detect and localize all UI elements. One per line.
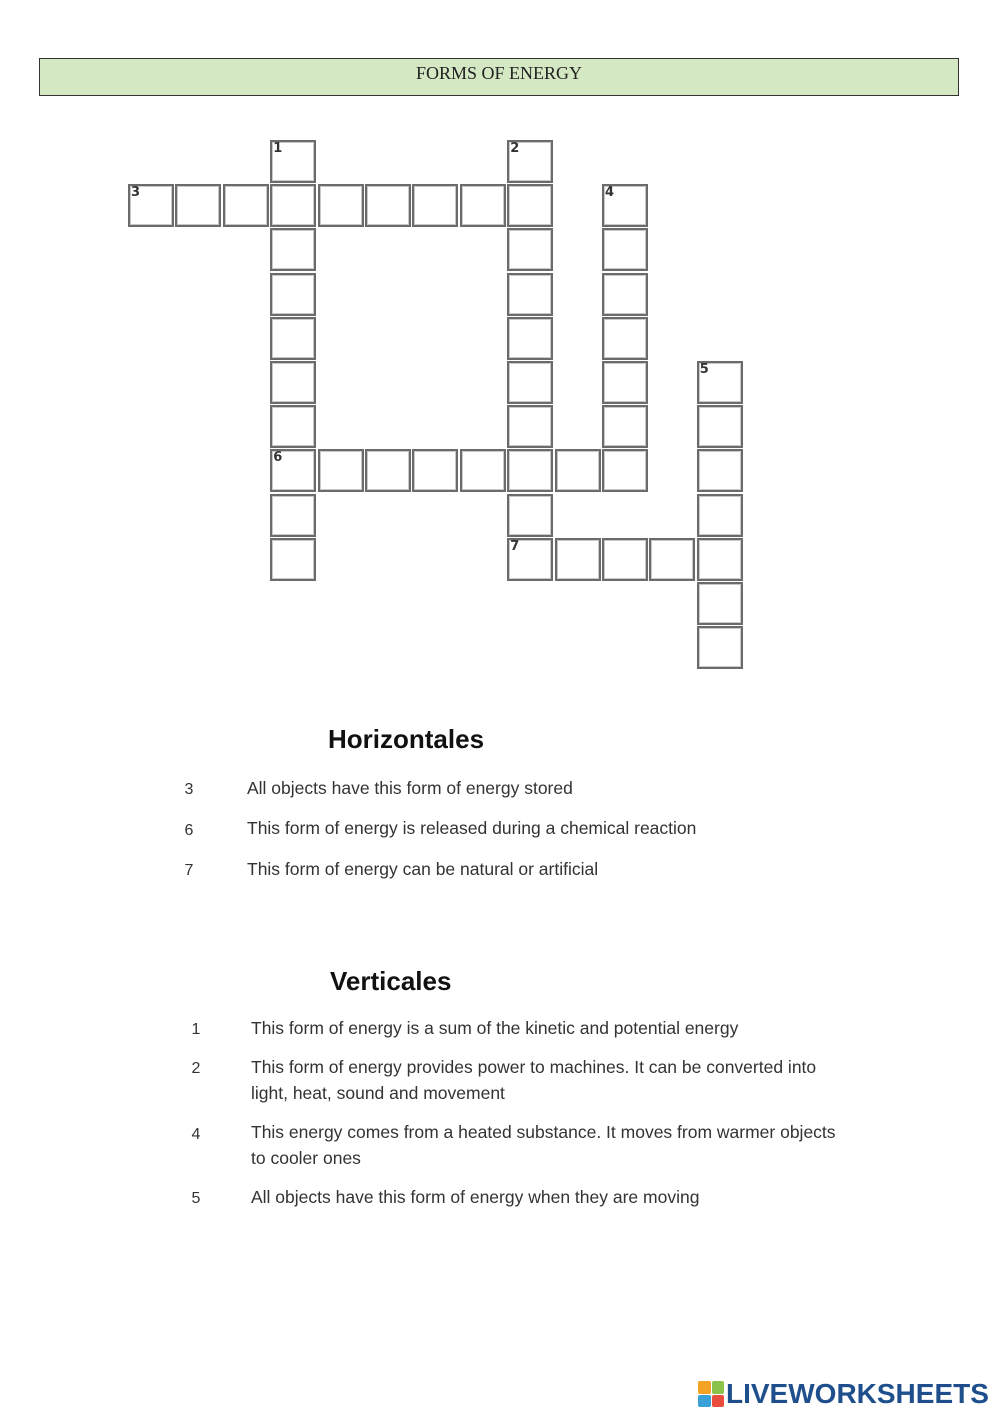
crossword-cell[interactable] bbox=[270, 538, 316, 581]
crossword-clue-number: 6 bbox=[273, 450, 283, 466]
crossword-cell[interactable] bbox=[460, 449, 506, 492]
crossword-cell[interactable] bbox=[697, 582, 743, 625]
clue-text-v1: This form of energy is a sum of the kinetic and potential energy bbox=[251, 1018, 739, 1038]
crossword-cell[interactable] bbox=[507, 184, 553, 227]
clue-text-h6: This form of energy is released during a chemical reaction bbox=[247, 818, 697, 838]
horizontal-heading: Horizontales bbox=[328, 724, 485, 754]
clue-number-h7: 7 bbox=[184, 862, 194, 879]
crossword-cell[interactable] bbox=[270, 228, 316, 271]
crossword-cell[interactable] bbox=[223, 184, 269, 227]
crossword-cell[interactable] bbox=[270, 405, 316, 448]
crossword-cell[interactable] bbox=[697, 361, 743, 404]
crossword-clue-number: 7 bbox=[510, 538, 520, 554]
crossword-cell[interactable] bbox=[507, 361, 553, 404]
crossword-cell[interactable] bbox=[555, 449, 601, 492]
clue-number-h3: 3 bbox=[184, 781, 194, 798]
crossword-cell[interactable] bbox=[507, 317, 553, 360]
clue-text-v2: This form of energy provides power to machines. It can be converted into bbox=[251, 1057, 817, 1077]
crossword-cell[interactable] bbox=[412, 184, 458, 227]
crossword-cell[interactable] bbox=[507, 228, 553, 271]
crossword-cell[interactable] bbox=[697, 538, 743, 581]
worksheet-title: FORMS OF ENERGY bbox=[39, 58, 959, 96]
crossword-grid bbox=[0, 0, 1000, 700]
crossword-cell[interactable] bbox=[128, 184, 174, 227]
crossword-clue-number: 3 bbox=[131, 185, 141, 201]
crossword-cell[interactable] bbox=[649, 538, 695, 581]
liveworksheets-brand bbox=[698, 1376, 989, 1412]
crossword-cell[interactable] bbox=[602, 317, 648, 360]
crossword-cell[interactable] bbox=[555, 538, 601, 581]
crossword-cell[interactable] bbox=[507, 140, 553, 183]
crossword-cell[interactable] bbox=[697, 405, 743, 448]
vertical-heading: Verticales bbox=[330, 966, 452, 996]
crossword-cell[interactable] bbox=[270, 494, 316, 537]
clue-number-h6: 6 bbox=[184, 822, 194, 839]
crossword-cell[interactable] bbox=[507, 273, 553, 316]
crossword-cell[interactable] bbox=[365, 184, 411, 227]
crossword-cell[interactable] bbox=[365, 449, 411, 492]
liveworksheets-logo-icon bbox=[698, 1381, 724, 1407]
crossword-clue-number: 5 bbox=[699, 362, 709, 377]
crossword-cell[interactable] bbox=[270, 273, 316, 316]
clue-text-v4-line2: to cooler ones bbox=[251, 1148, 361, 1168]
crossword-cell[interactable] bbox=[270, 317, 316, 360]
crossword-cell[interactable] bbox=[507, 405, 553, 448]
crossword-cell[interactable] bbox=[602, 273, 648, 316]
crossword-cell[interactable] bbox=[602, 449, 648, 492]
crossword-cell[interactable] bbox=[697, 494, 743, 537]
clue-number-v1: 1 bbox=[191, 1021, 201, 1038]
crossword-cell[interactable] bbox=[318, 184, 364, 227]
crossword-cell[interactable] bbox=[175, 184, 221, 227]
brand-text: LIVEWORKSHEETS bbox=[726, 1378, 989, 1409]
crossword-cell[interactable] bbox=[602, 184, 648, 227]
crossword-cell[interactable] bbox=[507, 538, 553, 581]
clue-text-h3: All objects have this form of energy stored bbox=[247, 778, 573, 798]
crossword-cell[interactable] bbox=[602, 538, 648, 581]
crossword-cell[interactable] bbox=[270, 449, 316, 492]
crossword-cell[interactable] bbox=[270, 184, 316, 227]
clue-number-v5: 5 bbox=[191, 1190, 201, 1207]
crossword-cell[interactable] bbox=[602, 228, 648, 271]
clue-text-v4: This energy comes from a heated substance. It moves from warmer objects bbox=[251, 1122, 836, 1142]
clue-text-v2-line2: light, heat, sound and movement bbox=[251, 1083, 505, 1103]
crossword-cell[interactable] bbox=[697, 626, 743, 669]
crossword-cell[interactable] bbox=[270, 140, 316, 183]
crossword-cell[interactable] bbox=[602, 405, 648, 448]
clue-text-h7: This form of energy can be natural or artificial bbox=[247, 859, 599, 879]
crossword-cell[interactable] bbox=[318, 449, 364, 492]
crossword-cell[interactable] bbox=[507, 449, 553, 492]
crossword-clue-number: 4 bbox=[605, 185, 615, 201]
crossword-clue-number: 2 bbox=[510, 141, 520, 156]
crossword-cell[interactable] bbox=[507, 494, 553, 537]
crossword-cell[interactable] bbox=[412, 449, 458, 492]
crossword-cell[interactable] bbox=[697, 449, 743, 492]
crossword-clue-number: 1 bbox=[273, 141, 283, 156]
clue-text-v5: All objects have this form of energy when they are moving bbox=[251, 1187, 700, 1207]
clue-number-v4: 4 bbox=[191, 1126, 201, 1143]
crossword-cell[interactable] bbox=[270, 361, 316, 404]
crossword-cell[interactable] bbox=[460, 184, 506, 227]
crossword-cell[interactable] bbox=[602, 361, 648, 404]
clue-number-v2: 2 bbox=[191, 1060, 201, 1077]
